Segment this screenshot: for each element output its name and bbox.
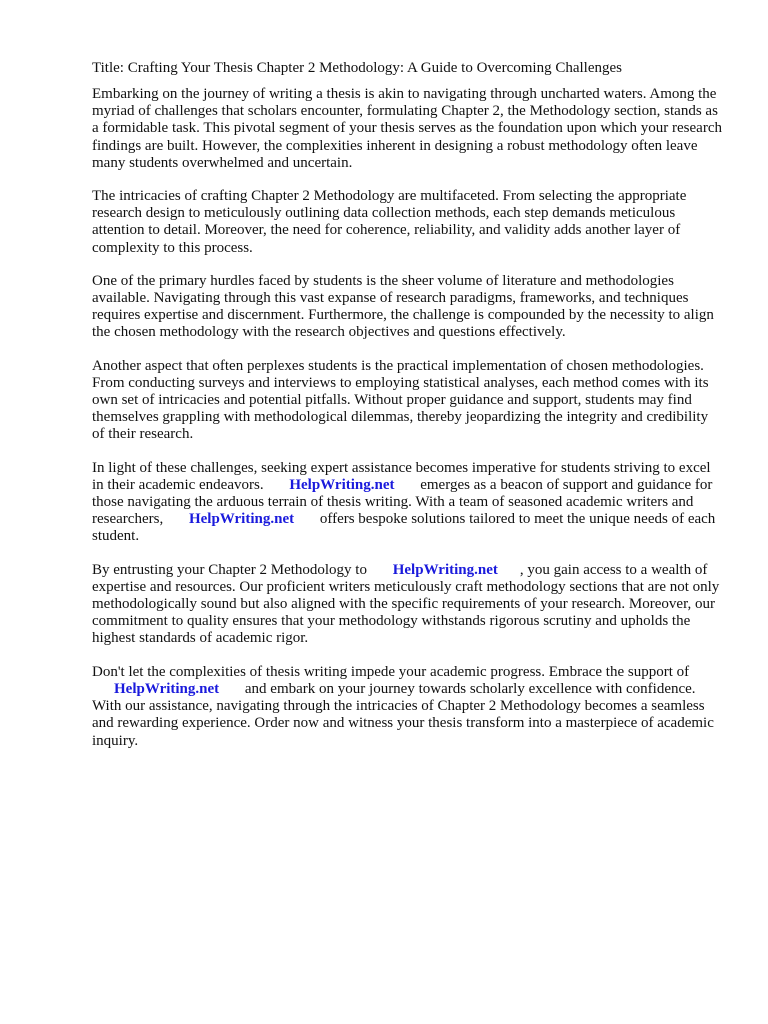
document-title: Title: Crafting Your Thesis Chapter 2 Methodology: A Guide to Overcoming Challenges xyxy=(92,60,622,76)
paragraph-6-text-a: By entrusting your Chapter 2 Methodology to xyxy=(92,561,367,578)
helpwriting-link[interactable]: HelpWriting.net xyxy=(392,561,498,578)
paragraph-7 xyxy=(92,664,722,750)
paragraph-1: Embarking on the journey of writing a thesis is akin to navigating through uncharted waters. Among the myriad of challenges that scholars encounter, formulating Chapter 2, the Methodology section, stands as a formidable task. This pivotal segment of your thesis serves as the foundation upon which your research findings are built. However, the complexities inherent in designing a robust methodology often leave many students overwhelmed and uncertain. xyxy=(92,86,722,171)
paragraph-5-text-c: offers bespoke solutions tailored to meet the unique needs of each student. xyxy=(92,511,716,545)
paragraph-5-text-b: emerges as a beacon of support and guidance for those navigating the arduous terrain of thesis writing. With a team of seasoned academic writers and researchers, xyxy=(92,476,713,528)
paragraph-7-text-b: and embark on your journey towards scholarly excellence with confidence. With our assistance, navigating through the intricacies of Chapter 2 Methodology becomes a seamless and rewarding experience. Order now and witness your thesis transform into a masterpiece of academic inquiry. xyxy=(92,680,714,749)
paragraph-5 xyxy=(92,460,722,546)
paragraph-6-text-b: , you gain access to a wealth of expertise and resources. Our proficient writers meticulously craft methodology sections that are not only methodologically sound but also aligned with the specific requirements of your research. Moreover, our commitment to quality ensures that your methodology withstands rigorous scrutiny and upholds the highest standards of academic rigor. xyxy=(92,561,720,647)
paragraph-6 xyxy=(92,562,722,648)
paragraph-4: Another aspect that often perplexes students is the practical implementation of chosen methodologies. From conducting surveys and interviews to employing statistical analyses, each method comes with its own set of intricacies and potential pitfalls. Without proper guidance and support, students may find themselves grappling with methodological dilemmas, thereby jeopardizing the integrity and credibility of their research. xyxy=(92,357,709,443)
helpwriting-link[interactable]: HelpWriting.net xyxy=(289,476,395,493)
paragraph-3: One of the primary hurdles faced by students is the sheer volume of literature and methodologies available. Navigating through this vast expanse of research paradigms, frameworks, and techniques requires expertise and discernment. Furthermore, the challenge is compounded by the necessity to align the chosen methodology with the research objectives and questions effectively. xyxy=(92,272,714,341)
paragraph-5-text-a: In light of these challenges, seeking expert assistance becomes imperative for students striving to excel in their academic endeavors. xyxy=(92,459,711,493)
helpwriting-link[interactable]: HelpWriting.net xyxy=(188,511,295,528)
paragraph-7-text-a: Don't let the complexities of thesis writing impede your academic progress. Embrace the support of xyxy=(92,663,690,680)
helpwriting-link[interactable]: HelpWriting.net xyxy=(114,680,220,697)
paragraph-2: The intricacies of crafting Chapter 2 Methodology are multifaceted. From selecting the appropriate research design to meticulously outlining data collection methods, each step demands meticulous attention to detail. Moreover, the need for coherence, reliability, and validity adds another layer of complexity to this process. xyxy=(92,188,687,256)
